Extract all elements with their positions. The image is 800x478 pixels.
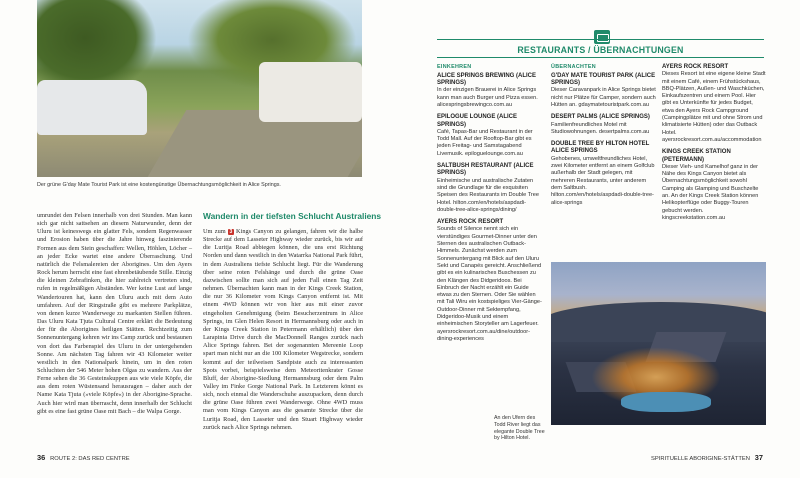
- body-text-column-1: umrundet den Felsen innerhalb von drei Stunden. Man kann sich gar nicht sattsehen an diesem Naturwunder, denn der Uluru ist keineswegs ein glatter Fels, sondern Regenwasser und Erosion haben über die Jahre hinweg faszinierende Formen aus dem Stein geschaffen: Wellen, Höhlen, Löcher – an jeder Ecke wartet eine andere Überraschung. Und natürlich die Felsmalereien der Aborigines. Um den Ayers Rock herum herrscht eine fast ehrenbetäubende Stille. Einzig die kleinen Zebrafinken, die hier zahlreich vertreten sind, rufen in regelmäßigen Abständen. Wer keine Lust auf lange Wandertouren hat, kann den Uluru auch mit dem Auto umfahren. Auf der Ringstraße gibt es mehrere Parkplätze, von denen kurze Wanderwege zu markanten Stellen führen. Das Uluru Kata Tjuta Cultural Centre erklärt die Bedeutung der für die Aborigines heiligen Stätten. Rechtzeitig zum Sonnenuntergang kehren wir ins Camp zurück und bestaunen von dort das Farbenspiel des Uluru in der untergehenden Sonne. Am nächsten Tag fahren wir 43 Kilometer weiter westlich in den Nationalpark hinein, um in den roten Schluchten der 546 Meter hohen Olgas zu wandern. Aus der Ferne sehen die 36 Gesteinskuppen aus wie viele Köpfe, die aus dem roten Wüstensand herausragen – daher auch der Name Kata Tjuta (»viele Köpfe«) in der Aborigine-Sprache. Auch hier wird man überrascht, denn innerhalb der Schlucht gibt es eine fast grüne Oase mit Bach – die Walpa Gorge.: [37, 212, 192, 415]
- entry-text: Dieser Caravanpark in Alice Springs bietet nicht nur Plätze für Camper, sondern auch Hütten an. gdaymatetouristpark.com.au: [551, 87, 656, 108]
- list-item: [662, 64, 766, 144]
- list-item: [437, 219, 542, 343]
- entry-text: Café, Tapas-Bar und Restaurant in der Todd Mall. Auf der Rooftop-Bar gibt es jeden Freitag- und Samstagabend Livemusik. epiloguelounge.com.au: [437, 128, 533, 157]
- entry-text: Familienfreundliches Motel mit Studiowohnungen. desertpalms.com.au: [551, 121, 650, 135]
- list-item: [437, 114, 542, 158]
- list-item: [662, 149, 766, 222]
- entry-name: AYERS ROCK RESORT: [437, 219, 504, 226]
- footer-left: [37, 453, 130, 462]
- body-text-rest: Kings Canyon zu gelangen, fahren wir die halbe Strecke auf dem Lasseter Highway wieder zurück, bis wir auf die Luritja Road abbiegen können, die uns erst Richtung Norden und dann westlich in den Watarrka National Park führt, in dem Australiens tiefste Schlucht liegt. Für die Wanderung über seine roten Felshänge und durch die grüne Oase dazwischen sollte man sich auf jeden Fall einen Tag Zeit nehmen. Übernachten kann man in der Kings Creek Station, die nur 36 Kilometer vom Kings Canyon entfernt ist. Mit einem 4WD können wir von hier aus mit einer zuvor eingeholten Genehmigung (beim Besucherzentrum in Alice Springs, im Glen Helen Resort in Hermannsburg oder auch in der Kings Creek Station in Petermann erhältlich) über den Larapinta Drive durch die MacDonnell Ranges zurück nach Alice Springs fahren. Bei der sogenannten Mereenie Loop spart man nicht nur an die 100 Kilometer Wegstrecke, sondern kommt auf der teilweisen Sandpiste auch zu interessanten Spots vorbei, beispielsweise dem Meteoritenkrater Gosse Bluff, der Aborigine-Siedlung Hermannsburg oder dem Palm Valley im Finke Gorge National Park. In Letzterem könnt es sich, noch einmal die Wanderschuhe auszupacken, denn durch die grüne Oase führen zwei Wanderwege. Ohne 4WD muss man vom Kings Canyon aus die gesamte Strecke über die Luritja Road, den Lasseter und den Stuart Highway wieder zurück nach Alice Springs nehmen.: [203, 228, 363, 431]
- entry-text: Sounds of Silence nennt sich ein vierstündiges Gourmet-Dinner unter den Sternen des australischen Outback-Himmels. Zunächst werden zum Sonnenuntergang mit Blick auf den Uluru Sekt und Canapés gereicht. Anschließend gibt es ein kulinarisches Buschessen zu den Klängen des Didgeridoos. Bei Einbruch der Nacht erzählt ein Guide etwas zu den Sternen. Oder Sie wählen mit Tali Wiru ein kostspieliges Vier-Gänge-Outdoor-Dinner mit Sektempfang, Didgeridoo-Musik und einem einheimischen Storyteller am Lagerfeuer. ayersrockresort.com.au/dine/outdoor-dining-experiences: [437, 226, 542, 342]
- entry-name: KINGS CREEK STATION (PETERMANN): [662, 149, 731, 163]
- restaurants-section-title: RESTAURANTS / ÜBERNACHTUNGEN: [517, 45, 684, 55]
- restaurant-icon: [594, 30, 610, 44]
- entry-name: ALICE SPRINGS BREWING (ALICE SPRINGS): [437, 72, 537, 87]
- list-item: [437, 73, 542, 109]
- entry-text: Einheimische und australische Zutaten sind die Grundlage für die exquisiten Speisen des Restaurants im Double Tree Hotel. hilton.com/en/hotels/aspdadi-double-tree-alice-springs/dining/: [437, 177, 539, 213]
- list-item: [551, 73, 656, 109]
- list-item: [551, 141, 656, 207]
- info-column-uebernachten: [551, 64, 656, 212]
- entry-name: DESERT PALMS (ALICE SPRINGS): [551, 114, 650, 121]
- entry-name: AYERS ROCK RESORT: [662, 64, 729, 70]
- entry-name: EPILOGUE LOUNGE (ALICE SPRINGS): [437, 114, 518, 128]
- running-head-right: SPIRITUELLE ABORIGINE-STÄTTEN: [651, 456, 750, 462]
- running-head-left: ROUTE 2: DAS RED CENTRE: [50, 456, 130, 462]
- divider-bottom: [437, 57, 764, 58]
- list-item: [551, 114, 656, 136]
- entry-name: SALTBUSH RESTAURANT (ALICE SPRINGS): [437, 163, 534, 177]
- subhead-einkehren: EINKEHREN: [437, 64, 472, 70]
- entry-text: Gehobenes, umweltfreundliches Hotel, zwei Kilometer entfernt an einem Golfclub außerhalb der Stadt gelegen, mit mehreren Restaurants, unter anderem dem Saltbush. hilton.com/en/hotels/aspdadi-double-tree-alice-springs: [551, 155, 655, 206]
- body-text-column-2: [203, 228, 363, 432]
- page-number-left: 36: [37, 453, 46, 462]
- footer-right: [651, 453, 763, 462]
- hotel-photo: [551, 262, 766, 425]
- photo-caption-right: An den Ufern des Todd River liegt das elegante Double Tree by Hilton Hotel.: [494, 415, 545, 442]
- section-heading-kings-canyon: Wandern in der tiefsten Schlucht Australiens: [203, 211, 382, 221]
- info-column-3: [662, 64, 766, 227]
- entry-name: DOUBLE TREE BY HILTON HOTEL ALICE SPRINGS: [551, 141, 650, 155]
- page-number-right: 37: [754, 453, 763, 462]
- list-item: [437, 163, 542, 214]
- entry-text: In der einzigen Brauerei in Alice Springs kann man auch Burger und Pizza essen. alicespringsbrewingco.com.au: [437, 87, 538, 108]
- campground-photo: [37, 0, 362, 177]
- photo-caption-left: Der grüne G'day Mate Tourist Park ist eine kostengünstige Übernachtungsmöglichkeit in Alice Springs.: [37, 182, 281, 188]
- entry-text: Dieses Resort ist eine eigene kleine Stadt mit einem Café, einem Frühstückshaus, BBQ-Plätzen, Außen- und Waschküchen, Einkaufszentren und einem Pool. Hier gibt es Unterkünfte für jedes Budget, etwa den Ayers Rock Campground (Campingplätze mit und ohne Strom und klimatisierte Hütten) oder das Outback Hotel. ayersrockresort.com.au/accommodation: [662, 71, 766, 143]
- subhead-uebernachten: ÜBERNACHTEN: [551, 64, 596, 70]
- body-text-prefix: Um zum: [203, 228, 228, 235]
- entry-text: Dieser Vieh- und Kamelhof ganz in der Nähe des Kings Canyon bietet als Übernachtungsmöglichkeit sowohl Camping als Glamping und Buschzelte an. An der Kings Creek Station können Helikopterflüge oder Buggy-Touren gebucht werden. kingscreekstation.com.au: [662, 163, 759, 221]
- map-marker-badge: 3: [229, 229, 233, 235]
- info-column-einkehren: [437, 64, 542, 348]
- divider-top: [437, 39, 764, 40]
- entry-name: G'DAY MATE TOURIST PARK (ALICE SPRINGS): [551, 72, 656, 87]
